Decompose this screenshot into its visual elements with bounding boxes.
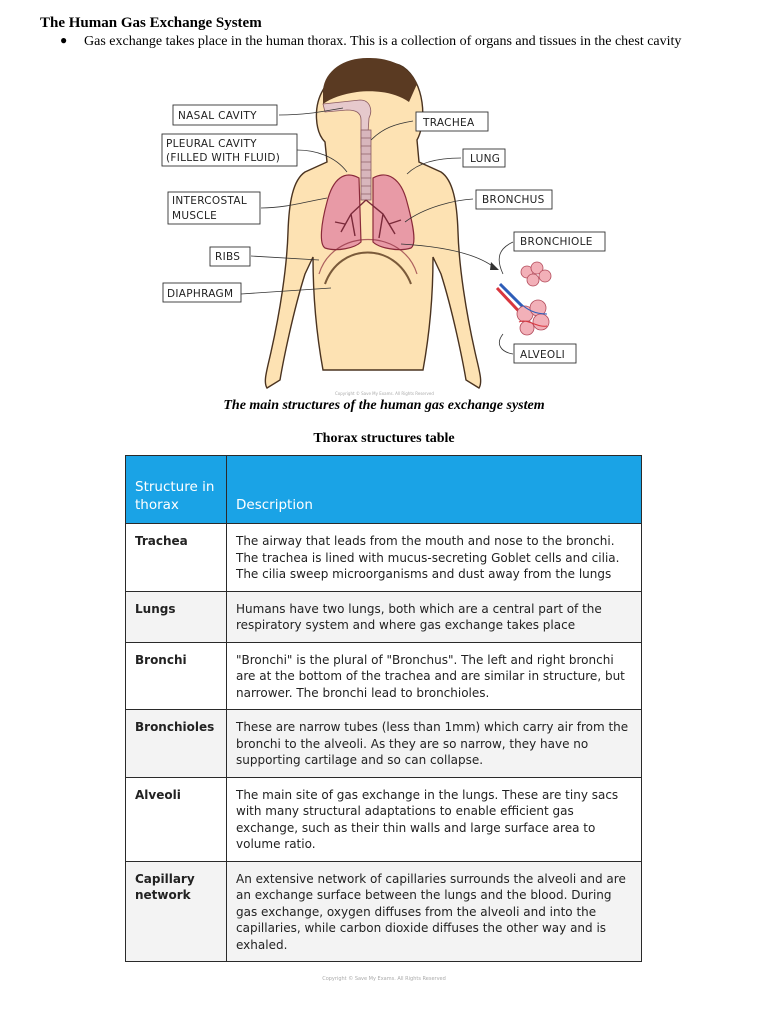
structure-cell: Alveoli xyxy=(126,777,227,861)
svg-text:BRONCHUS: BRONCHUS xyxy=(482,194,545,206)
table-row xyxy=(126,710,642,778)
svg-text:PLEURAL CAVITY: PLEURAL CAVITY xyxy=(166,138,257,150)
table-row xyxy=(126,642,642,710)
label-diaphragm xyxy=(163,283,241,302)
structure-cell: Capillary network xyxy=(126,861,227,962)
header-structure: Structure in thorax xyxy=(126,456,227,524)
header-description: Description xyxy=(227,456,642,524)
svg-text:DIAPHRAGM: DIAPHRAGM xyxy=(167,288,234,300)
pointer-arrow-icon xyxy=(490,262,499,270)
description-cell: These are narrow tubes (less than 1mm) which carry air from the bronchi to the alveoli. As they are so narrow, they have no supporting cartilage and so can collapse. xyxy=(227,710,642,778)
table-header-row xyxy=(126,456,642,524)
intro-bullet-text: Gas exchange takes place in the human thorax. This is a collection of organs and tissues in the chest cavity xyxy=(84,34,682,49)
label-alveoli xyxy=(514,344,576,363)
svg-text:(FILLED WITH FLUID): (FILLED WITH FLUID) xyxy=(166,152,281,164)
alveoli-cluster xyxy=(497,262,551,335)
structure-cell: Lungs xyxy=(126,591,227,642)
description-cell: "Bronchi" is the plural of "Bronchus". The left and right bronchi are at the bottom of the trachea and are similar in structure, but narrower. The bronchi lead to bronchioles. xyxy=(227,642,642,710)
description-cell: The airway that leads from the mouth and nose to the bronchi. The trachea is lined with mucus-secreting Goblet cells and cilia. The cilia sweep microorganisms and dust away from the lungs xyxy=(227,524,642,592)
svg-text:MUSCLE: MUSCLE xyxy=(172,210,218,222)
description-cell: An extensive network of capillaries surrounds the alveoli and are an exchange surface between the lungs and the blood. During gas exchange, oxygen diffuses from the alveoli and into the capillaries, while carbon dioxide diffuses the other way and is exhaled. xyxy=(227,861,642,962)
svg-text:TRACHEA: TRACHEA xyxy=(423,117,475,129)
table-row xyxy=(126,777,642,861)
table-copyright: Copyright © Save My Exams. All Rights Reserved xyxy=(322,976,446,982)
structure-cell: Trachea xyxy=(126,524,227,592)
table-title: Thorax structures table xyxy=(313,431,455,446)
label-ribs xyxy=(210,247,250,266)
label-bronchiole xyxy=(514,232,605,251)
svg-text:NASAL CAVITY: NASAL CAVITY xyxy=(178,110,257,122)
label-intercostal-muscle xyxy=(168,192,260,224)
label-pleural-cavity xyxy=(162,134,297,166)
figure-copyright: Copyright © Save My Exams. All Rights Reserved xyxy=(335,391,434,396)
table-row xyxy=(126,524,642,592)
label-lung xyxy=(463,149,505,167)
document-heading: The Human Gas Exchange System xyxy=(40,15,262,31)
svg-text:LUNG: LUNG xyxy=(470,153,501,165)
intro-bullet xyxy=(60,33,681,50)
structure-cell: Bronchi xyxy=(126,642,227,710)
bullet-point: ● xyxy=(60,33,68,47)
label-bronchus xyxy=(476,190,552,209)
figure-caption: The main structures of the human gas exchange system xyxy=(223,398,545,413)
structure-cell: Bronchioles xyxy=(126,710,227,778)
description-cell: The main site of gas exchange in the lungs. These are tiny sacs with many structural adaptations to enable efficient gas exchange, such as their thin walls and large surface area to volume ratio. xyxy=(227,777,642,861)
table-row xyxy=(126,591,642,642)
thorax-structures-table xyxy=(125,455,642,962)
svg-text:RIBS: RIBS xyxy=(215,251,241,263)
svg-text:BRONCHIOLE: BRONCHIOLE xyxy=(520,236,593,248)
trachea-tube xyxy=(361,130,371,200)
label-trachea xyxy=(416,112,488,131)
description-cell: Humans have two lungs, both which are a central part of the respiratory system and where gas exchange takes place xyxy=(227,591,642,642)
label-nasal-cavity xyxy=(173,105,277,125)
table-row xyxy=(126,861,642,962)
svg-text:INTERCOSTAL: INTERCOSTAL xyxy=(172,195,247,207)
gas-exchange-diagram xyxy=(155,52,625,398)
svg-text:ALVEOLI: ALVEOLI xyxy=(520,349,566,361)
